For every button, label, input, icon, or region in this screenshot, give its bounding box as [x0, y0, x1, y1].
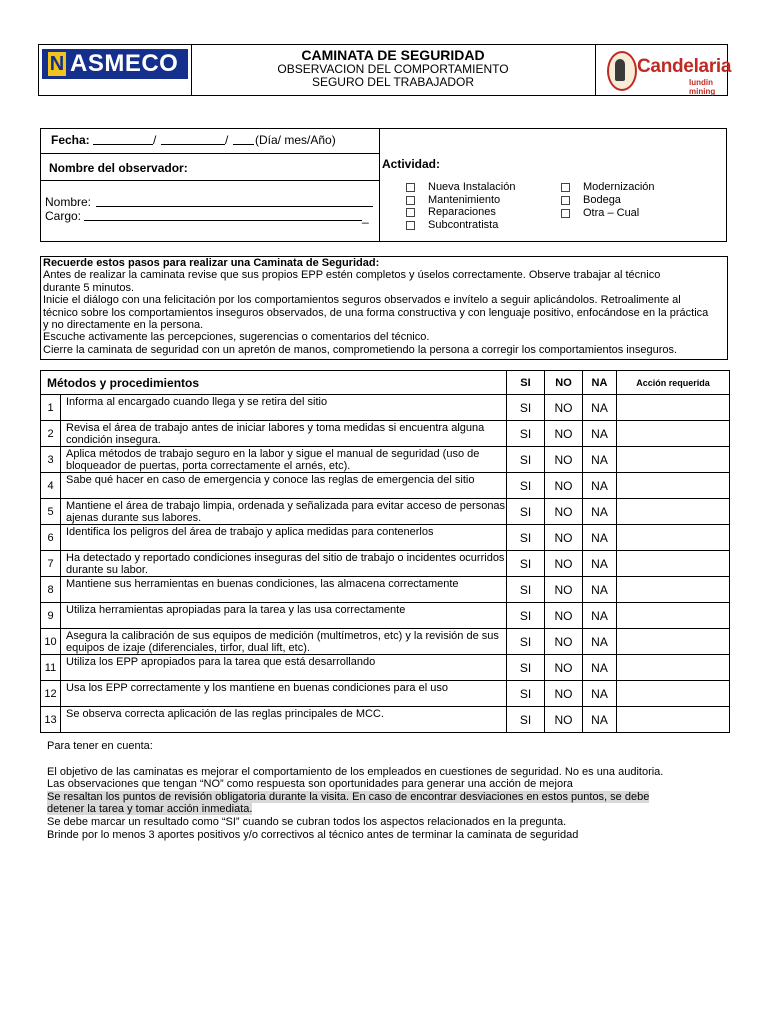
row-description: Informa al encargado cuando llega y se retira del sitio [61, 395, 507, 421]
date-year-field[interactable] [233, 133, 254, 145]
na-header: NA [583, 371, 617, 395]
date-month-field[interactable] [161, 133, 225, 145]
row-number: 2 [41, 421, 61, 447]
steps-title: Recuerde estos pasos para realizar una Caminata de Seguridad: [43, 257, 380, 269]
no-option[interactable]: NO [545, 447, 583, 473]
si-header: SI [507, 371, 545, 395]
asmeco-logo-text: ASMECO [70, 50, 179, 77]
row-description: Utiliza los EPP apropiados para la tarea que está desarrollando [61, 655, 507, 681]
si-option[interactable]: SI [507, 603, 545, 629]
no-option[interactable]: NO [545, 525, 583, 551]
row-description: Aplica métodos de trabajo seguro en la labor y sigue el manual de seguridad (uso de bloqueador de puertas, porta correctamente el arnés, etc). [61, 447, 507, 473]
row-number: 9 [41, 603, 61, 629]
si-option[interactable]: SI [507, 499, 545, 525]
action-required-cell[interactable] [617, 395, 730, 421]
cargo-field[interactable] [84, 209, 362, 221]
na-option[interactable]: NA [583, 499, 617, 525]
no-option[interactable]: NO [545, 577, 583, 603]
checklist-table [40, 370, 730, 733]
no-option[interactable]: NO [545, 499, 583, 525]
activity-option-nueva-instalacion[interactable]: Nueva Instalación [406, 181, 515, 194]
row-number: 11 [41, 655, 61, 681]
activity-option-subcontratista[interactable]: Subcontratista [406, 219, 498, 232]
si-option[interactable]: SI [507, 577, 545, 603]
action-required-cell[interactable] [617, 473, 730, 499]
action-required-cell[interactable] [617, 421, 730, 447]
date-format-hint: (Día/ mes/Año) [255, 133, 336, 147]
notes-highlighted-line: Se resaltan los puntos de revisión obligatoria durante la visita. En caso de encontrar desviaciones en estos puntos, se debe [47, 790, 650, 803]
na-option[interactable]: NA [583, 681, 617, 707]
si-option[interactable]: SI [507, 551, 545, 577]
form-subtitle-1: OBSERVACION DEL COMPORTAMIENTO [277, 62, 509, 76]
methods-header: Métodos y procedimientos [41, 371, 507, 395]
na-option[interactable]: NA [583, 421, 617, 447]
action-required-cell[interactable] [617, 499, 730, 525]
date-separator-1: / [153, 133, 157, 147]
activity-option-otra[interactable]: Otra – Cual [561, 207, 639, 220]
action-required-cell[interactable] [617, 447, 730, 473]
na-option[interactable]: NA [583, 525, 617, 551]
row-number: 4 [41, 473, 61, 499]
form-subtitle-2: SEGURO DEL TRABAJADOR [311, 75, 475, 89]
activity-option-reparaciones[interactable]: Reparaciones [406, 206, 496, 219]
no-option[interactable]: NO [545, 681, 583, 707]
checkbox-icon[interactable] [561, 196, 570, 205]
walk-steps-box [40, 256, 728, 360]
notes-line: El objetivo de las caminatas es mejorar el comportamiento de los empleados en cuestiones de seguridad. No es una auditoria. [47, 765, 664, 778]
activity-option-modernizacion[interactable]: Modernización [561, 181, 655, 194]
action-required-header: Acción requerida [617, 371, 730, 395]
si-option[interactable]: SI [507, 681, 545, 707]
name-field[interactable] [96, 195, 373, 207]
row-description: Usa los EPP correctamente y los mantiene en buenas condiciones para el uso [61, 681, 507, 707]
table-row [41, 681, 730, 707]
checkbox-icon[interactable] [406, 208, 415, 217]
table-row [41, 421, 730, 447]
row-description: Ha detectado y reportado condiciones inseguras del sitio de trabajo o incidentes ocurridos durante su labor. [61, 551, 507, 577]
checklist-body [41, 395, 730, 733]
table-row [41, 525, 730, 551]
steps-line: técnico sobre los comportamientos inseguros observados, de una forma constructiva y con lenguaje positivo, enfocándose en la práctica [43, 306, 709, 319]
na-option[interactable]: NA [583, 629, 617, 655]
table-row [41, 499, 730, 525]
si-option[interactable]: SI [507, 629, 545, 655]
na-option[interactable]: NA [583, 473, 617, 499]
row-number: 1 [41, 395, 61, 421]
row-number: 12 [41, 681, 61, 707]
table-row [41, 551, 730, 577]
na-option[interactable]: NA [583, 395, 617, 421]
row-description: Mantiene el área de trabajo limpia, ordenada y señalizada para evitar acceso de personas ajenas durante sus labores. [61, 499, 507, 525]
name-label: Nombre: [45, 195, 92, 209]
header-title-cell [191, 45, 596, 95]
candelaria-seal-icon [607, 51, 637, 91]
na-option[interactable]: NA [583, 551, 617, 577]
notes-line: Brinde por lo menos 3 aportes positivos y/o correctivos al técnico antes de terminar la caminata de seguridad [47, 828, 579, 841]
activity-label: Actividad: [382, 157, 441, 171]
action-required-cell[interactable] [617, 577, 730, 603]
checkbox-icon[interactable] [561, 209, 570, 218]
steps-line: Escuche activamente las percepciones, sugerencias o comentarios del técnico. [43, 331, 430, 344]
notes-title: Para tener en cuenta: [47, 740, 153, 752]
si-option[interactable]: SI [507, 473, 545, 499]
form-title: CAMINATA DE SEGURIDAD [301, 47, 485, 63]
cargo-label: Cargo: [45, 209, 82, 223]
si-option[interactable]: SI [507, 447, 545, 473]
notes-highlighted-line: detener la tarea y tomar acción inmediata. [47, 803, 253, 816]
checkbox-icon[interactable] [406, 221, 415, 230]
si-option[interactable]: SI [507, 421, 545, 447]
checkbox-icon[interactable] [406, 183, 415, 192]
candelaria-logo-text: Candelaria [637, 56, 732, 77]
row-description: Se observa correcta aplicación de las reglas principales de MCC. [61, 707, 507, 733]
row-number: 13 [41, 707, 61, 733]
checkbox-icon[interactable] [561, 183, 570, 192]
steps-line: durante 5 minutos. [43, 281, 135, 294]
date-row [41, 129, 379, 154]
table-row [41, 447, 730, 473]
cargo-trailing-mark: _ [362, 210, 369, 224]
action-required-cell[interactable] [617, 629, 730, 655]
row-number: 6 [41, 525, 61, 551]
form-header [38, 44, 732, 96]
steps-line: Cierre la caminata de seguridad con un apretón de manos, comprometiendo la persona a corregir los comportamientos inseguros. [43, 343, 678, 356]
notes-section [47, 740, 687, 841]
no-option[interactable]: NO [545, 655, 583, 681]
table-header-row [41, 371, 730, 395]
no-option[interactable]: NO [545, 551, 583, 577]
row-number: 3 [41, 447, 61, 473]
row-number: 5 [41, 499, 61, 525]
na-option[interactable]: NA [583, 655, 617, 681]
si-option[interactable]: SI [507, 707, 545, 733]
no-option[interactable]: NO [545, 707, 583, 733]
si-option[interactable]: SI [507, 655, 545, 681]
no-header: NO [545, 371, 583, 395]
action-required-cell[interactable] [617, 525, 730, 551]
no-option[interactable]: NO [545, 421, 583, 447]
row-number: 7 [41, 551, 61, 577]
table-row [41, 629, 730, 655]
row-description: Mantiene sus herramientas en buenas condiciones, las almacena correctamente [61, 577, 507, 603]
table-row [41, 603, 730, 629]
no-option[interactable]: NO [545, 629, 583, 655]
action-required-cell[interactable] [617, 655, 730, 681]
table-row [41, 473, 730, 499]
notes-line: Las observaciones que tengan “NO” como respuesta son oportunidades para generar una acción de mejora [47, 778, 573, 791]
row-number: 10 [41, 629, 61, 655]
steps-line: Antes de realizar la caminata revise que sus propios EPP estén completos y úselos correctamente. Observe trabajar al técnico [43, 269, 661, 282]
row-description: Revisa el área de trabajo antes de iniciar labores y toma medidas si encuentra alguna condición insegura. [61, 421, 507, 447]
date-day-field[interactable] [93, 133, 153, 145]
row-description: Asegura la calibración de sus equipos de medición (multímetros, etc) y la revisión de sus equipos de izaje (diferenciales, tirfor, dual lift, etc). [61, 629, 507, 655]
observer-name-label: Nombre del observador: [49, 161, 188, 175]
row-description: Utiliza herramientas apropiadas para la tarea y las usa correctamente [61, 603, 507, 629]
na-option[interactable]: NA [583, 707, 617, 733]
row-description: Sabe qué hacer en caso de emergencia y conoce las reglas de emergencia del sitio [61, 473, 507, 499]
table-row [41, 707, 730, 733]
activity-option-mantenimiento[interactable]: Mantenimiento [406, 194, 500, 207]
checkbox-icon[interactable] [406, 196, 415, 205]
na-option[interactable]: NA [583, 577, 617, 603]
observer-name-row [41, 153, 379, 181]
candelaria-logo-cell [595, 45, 732, 96]
asmeco-logo [42, 49, 188, 79]
asmeco-logo-cell [39, 45, 192, 95]
table-row [41, 577, 730, 603]
notes-line: Se debe marcar un resultado como “SI” cuando se cubran todos los aspectos relacionados en la pregunta. [47, 815, 567, 828]
si-option[interactable]: SI [507, 395, 545, 421]
row-number: 8 [41, 577, 61, 603]
date-separator-2: / [225, 133, 229, 147]
asmeco-emblem-icon: N [49, 53, 65, 75]
action-required-cell[interactable] [617, 551, 730, 577]
row-description: Identifica los peligros del área de trabajo y aplica medidas para contenerlos [61, 525, 507, 551]
observer-fields [41, 129, 380, 241]
candelaria-logo-subtext: lundin mining [689, 78, 716, 96]
no-option[interactable]: NO [545, 395, 583, 421]
no-option[interactable]: NO [545, 603, 583, 629]
observer-info-box [40, 128, 727, 242]
activity-option-bodega[interactable]: Bodega [561, 194, 621, 207]
steps-line: Inicie el diálogo con una felicitación por los comportamientos seguros observados e invítelo a seguir aplicándolos. Retroalimente al [43, 294, 681, 307]
na-option[interactable]: NA [583, 447, 617, 473]
table-row [41, 655, 730, 681]
si-option[interactable]: SI [507, 525, 545, 551]
table-row [41, 395, 730, 421]
action-required-cell[interactable] [617, 681, 730, 707]
steps-line: y no directamente en la persona. [43, 319, 204, 332]
na-option[interactable]: NA [583, 603, 617, 629]
no-option[interactable]: NO [545, 473, 583, 499]
action-required-cell[interactable] [617, 707, 730, 733]
date-label: Fecha: [51, 133, 90, 147]
action-required-cell[interactable] [617, 603, 730, 629]
